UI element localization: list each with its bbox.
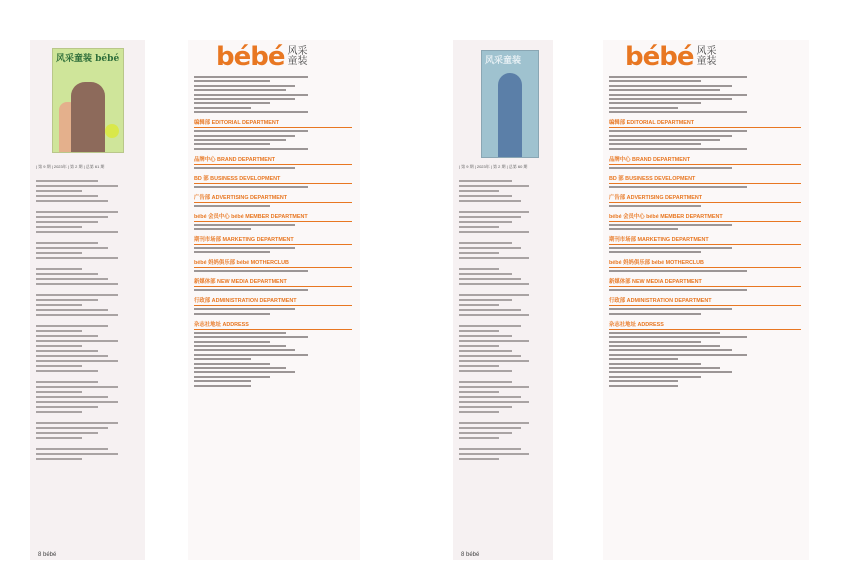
section-heading: bébé 妈妈俱乐部 bébé MOTHERCLUB [194, 258, 352, 268]
cover-badge [105, 124, 119, 138]
section-heading: BD 部 BUSINESS DEVELOPMENT [609, 174, 801, 184]
issue-line: | 第 9 期 | 2023年 | 第 2 期 | 总第 61 期 [36, 164, 105, 169]
page-folio: 8 bébé [461, 552, 480, 558]
issue-line: | 第 9 期 | 2023年 | 第 2 期 | 总第 60 期 [459, 164, 528, 169]
section-heading: 编辑部 EDITORIAL DEPARTMENT [609, 118, 801, 128]
logo-chinese: 风采 童装 [287, 46, 308, 67]
cover-masthead: 风采童装 [485, 56, 522, 66]
logo-brand: bébé [625, 42, 694, 72]
staff-directory [609, 76, 801, 389]
logo-chinese: 风采 童装 [696, 46, 717, 67]
section-heading: 广告部 ADVERTISING DEPARTMENT [194, 193, 352, 203]
cover-thumbnail [52, 48, 124, 153]
section-heading: bébé 妈妈俱乐部 bébé MOTHERCLUB [609, 258, 801, 268]
section-heading: 杂志社地址 ADDRESS [609, 320, 801, 330]
section-heading: 新媒体部 NEW MEDIA DEPARTMENT [609, 277, 801, 287]
logo-brand: bébé [216, 42, 285, 72]
masthead-text-block [459, 180, 547, 463]
section-heading: bébé 会员中心 bébé MEMBER DEPARTMENT [194, 212, 352, 222]
bebe-logo [625, 42, 719, 72]
section-heading: 品牌中心 BRAND DEPARTMENT [194, 155, 352, 165]
section-heading: 期刊市场部 MARKETING DEPARTMENT [609, 235, 801, 245]
cover-adult-figure [71, 82, 105, 152]
left-page [30, 40, 145, 560]
section-heading: 期刊市场部 MARKETING DEPARTMENT [194, 235, 352, 245]
section-heading: 广告部 ADVERTISING DEPARTMENT [609, 193, 801, 203]
staff-directory [194, 76, 352, 389]
section-heading: bébé 会员中心 bébé MEMBER DEPARTMENT [609, 212, 801, 222]
cover-masthead: 风采童装 bébé [56, 54, 120, 64]
magazine-spread-2 [453, 40, 809, 560]
magazine-spread-1 [30, 40, 360, 560]
section-heading: 编辑部 EDITORIAL DEPARTMENT [194, 118, 352, 128]
section-heading: 行政部 ADMINISTRATION DEPARTMENT [609, 296, 801, 306]
cover-figure [498, 73, 522, 157]
section-heading: 杂志社地址 ADDRESS [194, 320, 352, 330]
cover-thumbnail [481, 50, 539, 158]
page-folio: 8 bébé [38, 552, 57, 558]
section-heading: 行政部 ADMINISTRATION DEPARTMENT [194, 296, 352, 306]
section-heading: 品牌中心 BRAND DEPARTMENT [609, 155, 801, 165]
left-page [453, 40, 553, 560]
right-page [188, 40, 360, 560]
masthead-text-block [36, 180, 139, 463]
section-heading: 新媒体部 NEW MEDIA DEPARTMENT [194, 277, 352, 287]
bebe-logo [216, 42, 310, 72]
section-heading: BD 部 BUSINESS DEVELOPMENT [194, 174, 352, 184]
right-page [603, 40, 809, 560]
